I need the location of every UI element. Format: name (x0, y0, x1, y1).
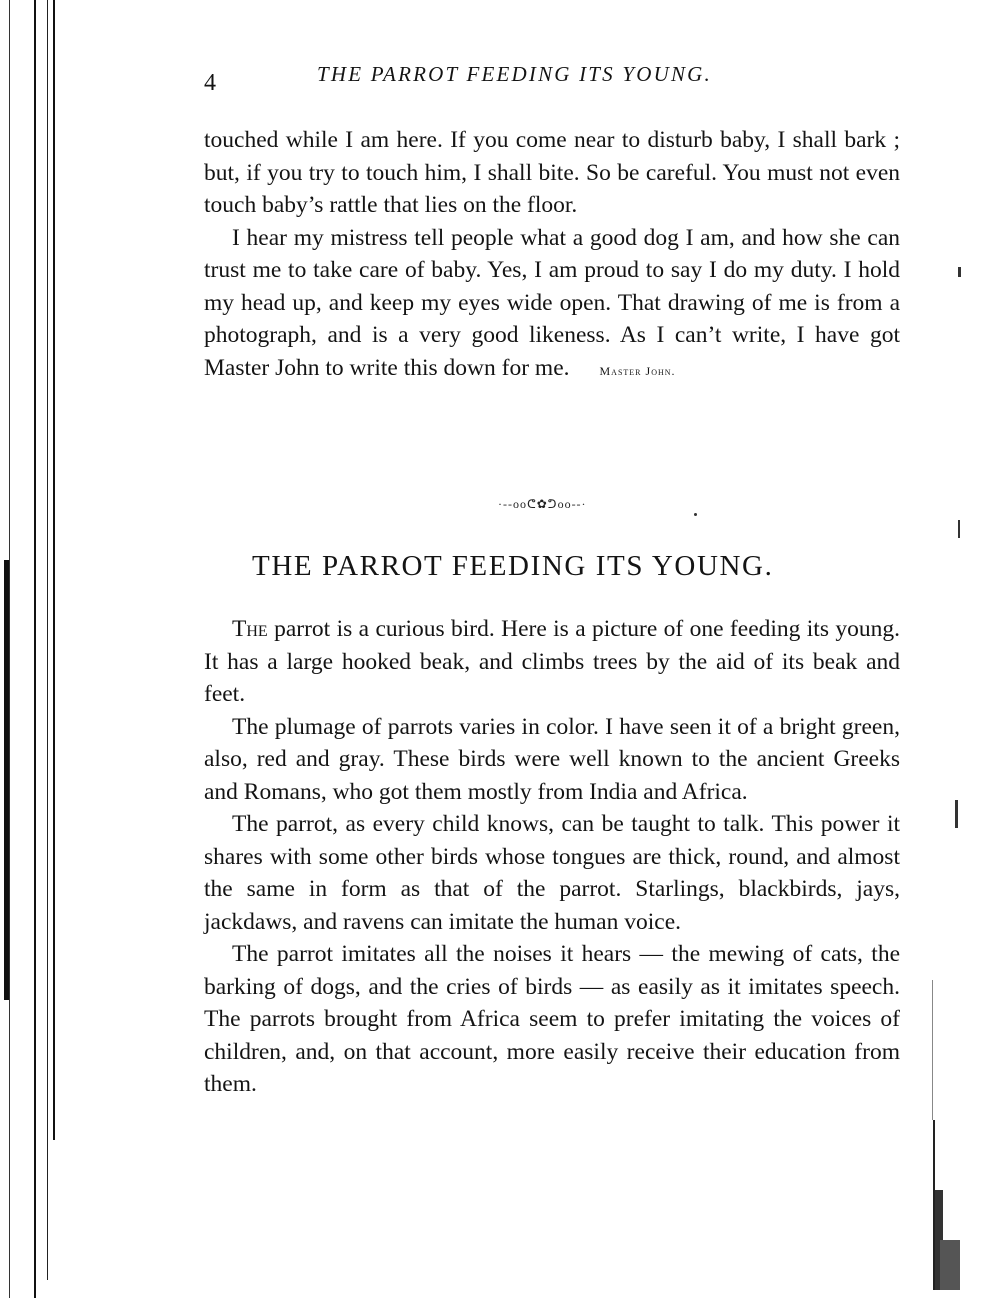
paragraph-text: I hear my mistress tell people what a good dog I am, and how she can trust me to take care of baby. Yes, I am proud to say I do my duty. I hold my head up, and keep my eyes wide open. That drawing of me is from a photograph, and is a very good likeness. As I can’t write, I have got Master John to write this down for me. (204, 224, 900, 381)
running-head: THE PARROT FEEDING ITS YOUNG. (317, 62, 712, 86)
scan-edge-line (47, 0, 48, 1280)
paragraph: touched while I am here. If you come near to disturb baby, I shall bark ; but, if you try to touch him, I shall bite. So be careful. You must not even touch baby’s rattle that lies on the floor. (204, 127, 900, 218)
page-number: 4 (204, 70, 216, 96)
scan-speck (958, 267, 961, 277)
parrot-article (204, 613, 900, 1101)
scan-speck (958, 520, 960, 538)
page-header (204, 62, 904, 102)
scan-edge-line (53, 0, 55, 1140)
paragraph: The plumage of parrots varies in color. I have seen it of a bright green, also, red and gray. These birds were well known to the ancient Greeks and Romans, who got them mostly from India and Africa. (204, 713, 900, 805)
paragraph (204, 222, 900, 388)
first-word: The (232, 616, 268, 642)
section-title: THE PARROT FEEDING ITS YOUNG. (252, 550, 774, 582)
scan-edge-line (34, 0, 36, 1298)
dog-story (204, 124, 900, 387)
paragraph-text: parrot is a curious bird. Here is a picture of one feeding its young. It has a large hooked beak, and climbs trees by the aid of its beak and feet. (204, 616, 900, 707)
scan-speck (955, 800, 958, 828)
paragraph: The parrot imitates all the noises it hears — the mewing of cats, the barking of dogs, and the cries of birds — as easily as it imitates speech. The parrots brought from Africa seem to prefer imitating the voices of children, and, on that account, more easily receive their education from them. (204, 941, 900, 1097)
ornament-divider: ·--ooᕦ✿ᕤoo--· (498, 497, 587, 511)
scan-edge-shadow (4, 560, 9, 1000)
scan-right-edge-speckle (930, 960, 970, 1298)
paragraph (204, 613, 900, 711)
paragraph: The parrot, as every child knows, can be taught to talk. This power it shares with some other birds whose tongues are thick, round, and almost the same in form as that of the parrot. Starlings, blackbirds, jays, jackdaws, and ravens can imitate the human voice. (204, 811, 900, 935)
signature: Master John. (599, 363, 676, 378)
scan-speck (694, 513, 697, 516)
scan-edge-line (9, 0, 10, 1298)
